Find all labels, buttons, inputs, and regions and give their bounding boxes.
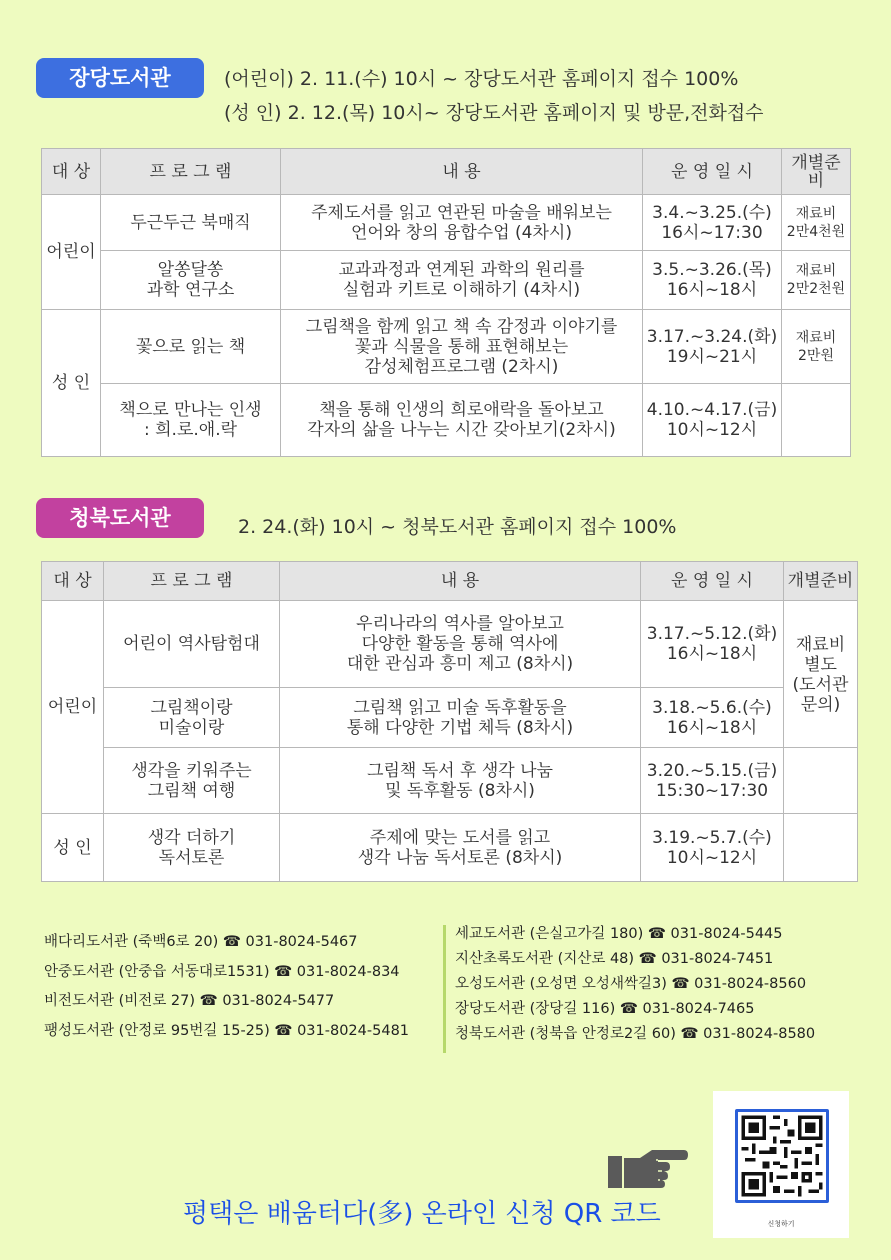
footer-qr-text: 평택은 배움터다(多) 온라인 신청 QR 코드 (183, 1199, 661, 1229)
contact-item: 안중도서관 (안중읍 서동대로1531) ☎ 031-8024-834 (44, 963, 400, 980)
content-cell: 책을 통해 인생의 희로애락을 돌아보고 각자의 삶을 나누는 시간 갖아보기(2차시) (281, 384, 643, 457)
header-program: 프 로 그 램 (101, 149, 281, 195)
table-row (42, 195, 851, 251)
contact-item: 팽성도서관 (안정로 95번길 15-25) ☎ 031-8024-5481 (44, 1022, 410, 1039)
content-cell: 그림책을 함께 읽고 책 속 감정과 이야기를 꽃과 식물을 통해 표현해보는 감성체험프로그램 (2차시) (281, 310, 643, 384)
header-content: 내 용 (281, 149, 643, 195)
cheongbuk-program-table (41, 561, 858, 882)
schedule-cell: 3.19.~5.7.(수) 10시~12시 (641, 814, 784, 882)
cheongbuk-badge: 청북도서관 (36, 498, 204, 538)
jangdang-badge: 장당도서관 (36, 58, 204, 98)
table-row (42, 688, 858, 748)
table-row (42, 310, 851, 384)
contact-item: 세교도서관 (은실고가길 180) ☎ 031-8024-5445 (455, 926, 783, 942)
program-cell: 어린이 역사탐험대 (104, 601, 280, 688)
table-header-row (42, 562, 858, 601)
schedule-cell: 3.4.~3.25.(수) 16시~17:30 (643, 195, 782, 251)
header-prep: 개별준비 (784, 562, 858, 601)
schedule-cell: 3.20.~5.15.(금) 15:30~17:30 (641, 748, 784, 814)
contacts-divider (443, 925, 446, 1053)
program-cell: 두근두근 북매직 (101, 195, 281, 251)
prep-cell (782, 384, 851, 457)
schedule-cell: 4.10.~4.17.(금) 10시~12시 (643, 384, 782, 457)
table-row (42, 748, 858, 814)
contacts-right (455, 922, 815, 1047)
contact-item: 배다리도서관 (죽백6로 20) ☎ 031-8024-5467 (44, 934, 358, 950)
target-cell: 성 인 (42, 310, 101, 457)
table-row (42, 384, 851, 457)
content-cell: 주제에 맞는 도서를 읽고 생각 나눔 독서토론 (8차시) (280, 814, 641, 882)
schedule-cell: 3.5.~3.26.(목) 16시~18시 (643, 251, 782, 310)
program-cell: 알쏭달쏭 과학 연구소 (101, 251, 281, 310)
pointing-hand-icon (606, 1140, 688, 1192)
prep-cell: 재료비 별도 (도서관 문의) (784, 601, 858, 748)
table-row (42, 251, 851, 310)
header-content: 내 용 (280, 562, 641, 601)
content-cell: 우리나라의 역사를 알아보고 다양한 활동을 통해 역사에 대한 관심과 흥미 제고 (8차시) (280, 601, 641, 688)
table-row (42, 601, 858, 688)
jangdang-program-table (41, 148, 851, 457)
prep-cell: 재료비 2만원 (782, 310, 851, 384)
contacts-left (44, 928, 409, 1046)
table-header-row (42, 149, 851, 195)
contact-item: 장당도서관 (장당길 116) ☎ 031-8024-7465 (455, 1001, 755, 1017)
content-cell: 그림책 읽고 미술 독후활동을 통해 다양한 기법 체득 (8차시) (280, 688, 641, 748)
jangdang-adult-registration: (성 인) 2. 12.(목) 10시~ 장당도서관 홈페이지 및 방문,전화접수 (224, 102, 764, 124)
content-cell: 그림책 독서 후 생각 나눔 및 독후활동 (8차시) (280, 748, 641, 814)
header-target: 대 상 (42, 562, 104, 601)
schedule-cell: 3.17.~3.24.(화) 19시~21시 (643, 310, 782, 384)
cheongbuk-registration: 2. 24.(화) 10시 ~ 청북도서관 홈페이지 접수 100% (238, 516, 677, 538)
program-cell: 생각을 키워주는 그림책 여행 (104, 748, 280, 814)
jangdang-child-registration: (어린이) 2. 11.(수) 10시 ~ 장당도서관 홈페이지 접수 100% (224, 68, 739, 90)
program-cell: 그림책이랑 미술이랑 (104, 688, 280, 748)
content-cell: 주제도서를 읽고 연관된 마술을 배워보는 언어와 창의 융합수업 (4차시) (281, 195, 643, 251)
target-cell: 어린이 (42, 601, 104, 814)
qr-code-icon[interactable] (738, 1112, 826, 1200)
header-schedule: 운 영 일 시 (643, 149, 782, 195)
qr-caption: 신청하기 (767, 1220, 795, 1228)
target-cell: 어린이 (42, 195, 101, 310)
prep-cell (784, 748, 858, 814)
contact-item: 비전도서관 (비전로 27) ☎ 031-8024-5477 (44, 993, 335, 1009)
program-cell: 생각 더하기 독서토론 (104, 814, 280, 882)
header-target: 대 상 (42, 149, 101, 195)
content-cell: 교과과정과 연계된 과학의 원리를 실험과 키트로 이해하기 (4차시) (281, 251, 643, 310)
schedule-cell: 3.17.~5.12.(화) 16시~18시 (641, 601, 784, 688)
prep-cell (784, 814, 858, 882)
prep-cell: 재료비 2만2천원 (782, 251, 851, 310)
contact-item: 오성도서관 (오성면 오성새싹길3) ☎ 031-8024-8560 (455, 976, 807, 992)
header-prep: 개별준비 (782, 149, 851, 195)
contact-item: 지산초록도서관 (지산로 48) ☎ 031-8024-7451 (455, 951, 774, 967)
contact-item: 청북도서관 (청북읍 안정로2길 60) ☎ 031-8024-8580 (455, 1026, 816, 1042)
schedule-cell: 3.18.~5.6.(수) 16시~18시 (641, 688, 784, 748)
program-cell: 책으로 만나는 인생 : 희.로.애.락 (101, 384, 281, 457)
table-row (42, 814, 858, 882)
target-cell: 성 인 (42, 814, 104, 882)
qr-code-box[interactable] (713, 1091, 849, 1238)
header-program: 프 로 그 램 (104, 562, 280, 601)
header-schedule: 운 영 일 시 (641, 562, 784, 601)
prep-cell: 재료비 2만4천원 (782, 195, 851, 251)
qr-code-frame[interactable] (735, 1109, 829, 1203)
program-cell: 꽃으로 읽는 책 (101, 310, 281, 384)
